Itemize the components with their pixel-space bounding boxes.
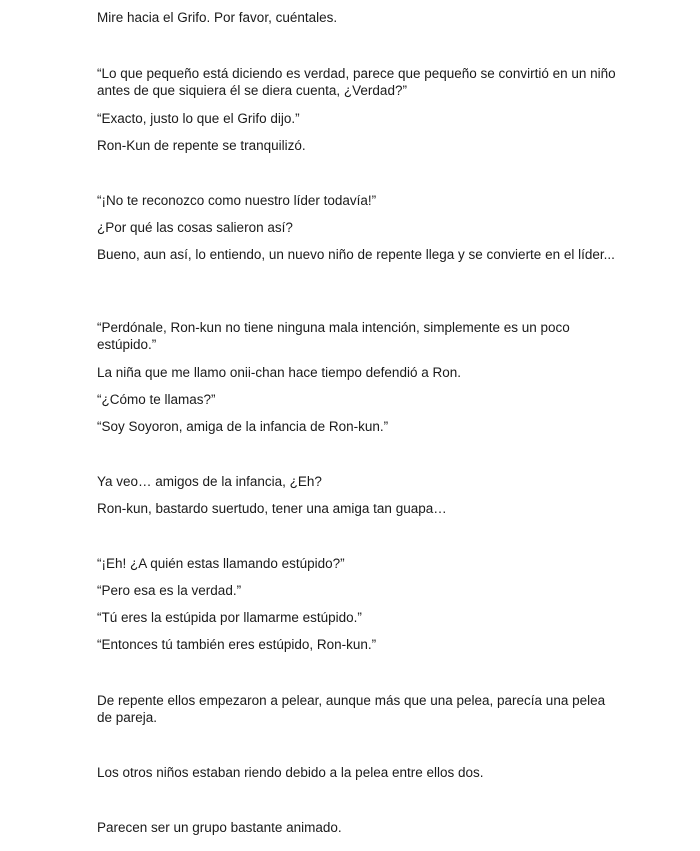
paragraph: “Tú eres la estúpida por llamarme estúpido.” — [97, 610, 362, 625]
paragraph: Parecen ser un grupo bastante animado. — [97, 820, 342, 835]
paragraph: “¡No te reconozco como nuestro líder todavía!” — [97, 193, 377, 208]
paragraph: Mire hacia el Grifo. Por favor, cuéntales. — [97, 10, 338, 25]
paragraph: “Exacto, justo lo que el Grifo dijo.” — [97, 111, 300, 126]
paragraph: De repente ellos empezaron a pelear, aunque más que una pelea, parecía una pelea de pareja. — [97, 693, 606, 725]
paragraph: Ron-Kun de repente se tranquilizó. — [97, 138, 306, 153]
paragraph: Los otros niños estaban riendo debido a la pelea entre ellos dos. — [97, 765, 484, 780]
paragraph: La niña que me llamo onii-chan hace tiempo defendió a Ron. — [97, 365, 461, 380]
paragraph: “Perdónale, Ron-kun no tiene ninguna mala intención, simplemente es un poco estúpido.” — [97, 320, 570, 352]
paragraph: Bueno, aun así, lo entiendo, un nuevo niño de repente llega y se convierte en el líder... — [97, 247, 615, 262]
paragraph: “Pero esa es la verdad.” — [97, 583, 242, 598]
paragraph: ¿Por qué las cosas salieron así? — [97, 220, 293, 235]
paragraph: “Lo que pequeño está diciendo es verdad, parece que pequeño se convirtió en un niño antes de que siquiera él se diera cuenta, ¿Verdad?” — [97, 66, 616, 98]
paragraph: “¿Cómo te llamas?” — [97, 392, 216, 407]
paragraph: Ya veo… amigos de la infancia, ¿Eh? — [97, 474, 322, 489]
paragraph: “Soy Soyoron, amiga de la infancia de Ron-kun.” — [97, 419, 389, 434]
paragraph: “Entonces tú también eres estúpido, Ron-kun.” — [97, 637, 377, 652]
paragraph: “¡Eh! ¿A quién estas llamando estúpido?” — [97, 556, 345, 571]
paragraph: Ron-kun, bastardo suertudo, tener una amiga tan guapa… — [97, 501, 447, 516]
